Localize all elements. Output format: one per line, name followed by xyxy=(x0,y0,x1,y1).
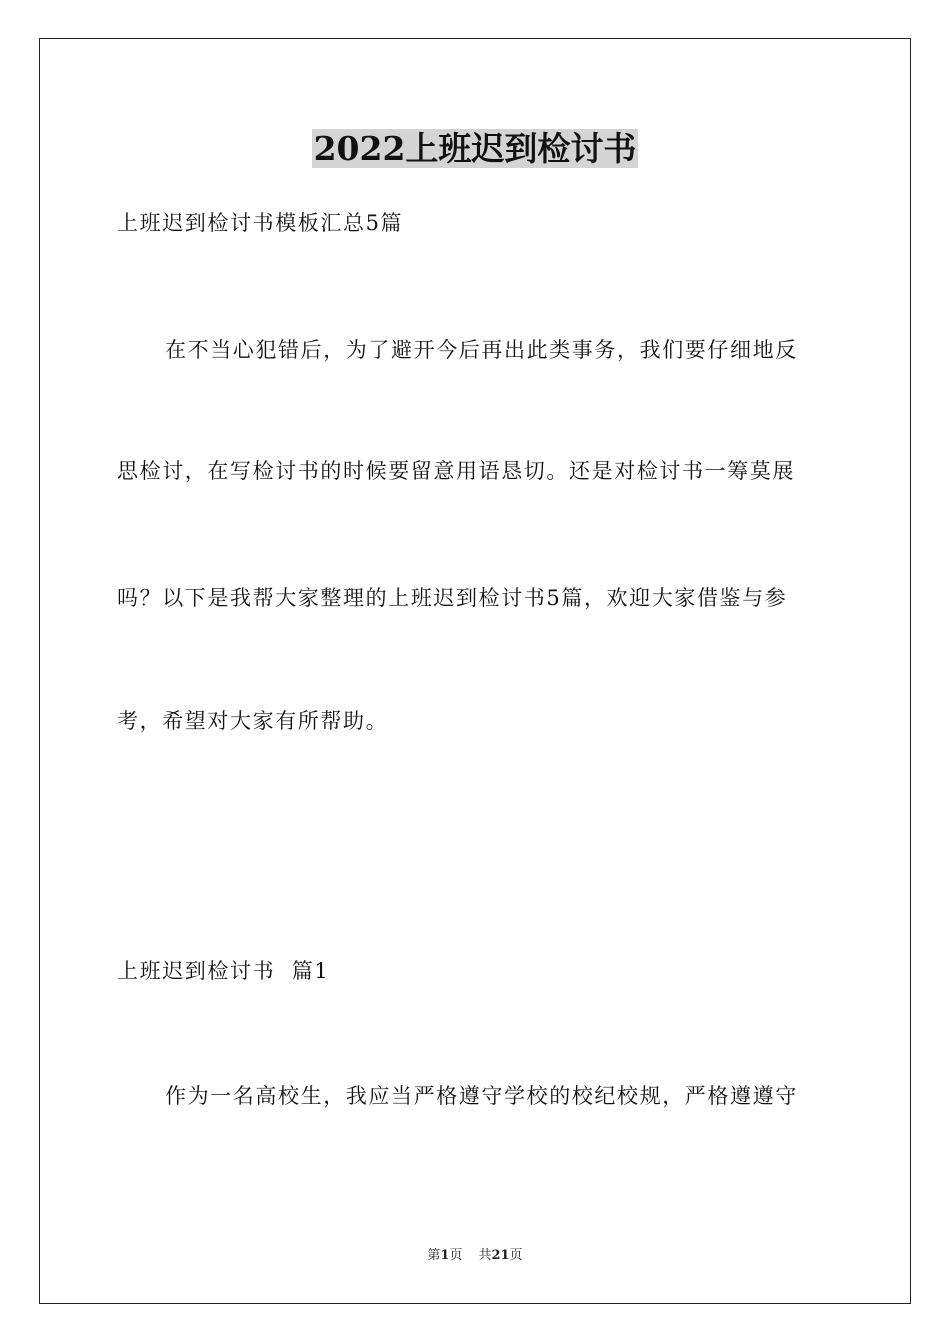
document-subtitle: 上班迟到检讨书模板汇总5篇 xyxy=(117,211,404,235)
document-title xyxy=(0,127,950,171)
page-footer xyxy=(0,1247,950,1265)
footer-total-prefix: 共 xyxy=(478,1248,492,1263)
footer-total-pages: 21 xyxy=(491,1248,510,1263)
footer-page-suffix: 页 xyxy=(449,1248,463,1263)
intro-line-2: 思检讨，在写检讨书的时候要留意用语恳切。还是对检讨书一筹莫展 xyxy=(117,459,795,483)
intro-line-4: 考，希望对大家有所帮助。 xyxy=(117,709,389,733)
intro-line-3: 吗？以下是我帮大家整理的上班迟到检讨书5篇，欢迎大家借鉴与参 xyxy=(117,586,788,610)
section-line-1: 作为一名高校生，我应当严格遵守学校的校纪校规，严格遵遵守 xyxy=(165,1084,798,1108)
document-title-text: 2022上班迟到检讨书 xyxy=(313,129,637,168)
intro-line-1: 在不当心犯错后，为了避开今后再出此类事务，我们要仔细地反 xyxy=(165,338,798,362)
footer-page-prefix: 第 xyxy=(427,1248,441,1263)
footer-total-suffix: 页 xyxy=(509,1248,523,1263)
section-heading: 上班迟到检讨书 篇1 xyxy=(117,959,330,983)
footer-page-number: 1 xyxy=(440,1248,450,1263)
